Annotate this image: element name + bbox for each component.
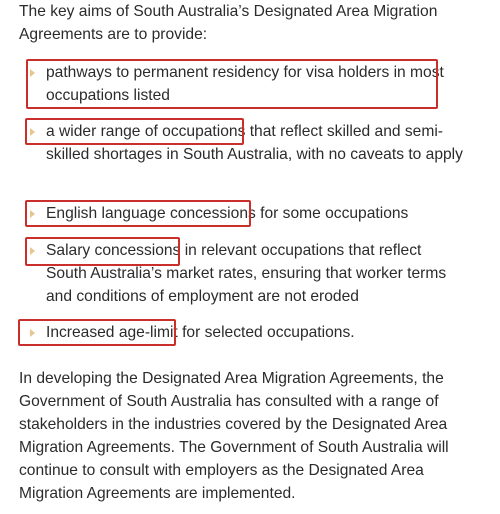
list-item-text xyxy=(46,61,466,107)
triangle-bullet-icon xyxy=(30,210,35,218)
triangle-bullet-icon xyxy=(30,69,35,77)
highlighted-phrase: a wider range of occupations xyxy=(46,123,246,140)
list-item-text xyxy=(46,321,466,344)
list-item-rest: in relevant occupations that reflect South Australia’s market rates, ensuring that worker terms and conditions of employment are not eroded xyxy=(46,242,447,305)
triangle-bullet-icon xyxy=(30,247,35,255)
highlighted-phrase: English language concessions xyxy=(46,205,256,222)
closing-paragraph: In developing the Designated Area Migration Agreements, the Government of South Australia has consulted with a range of stakeholders in the industries covered by the Designated Area Migration Agreements. The Government of South Australia will continue to consult with employers as the Designated Area Migration Agreements are implemented. xyxy=(19,370,449,502)
triangle-bullet-icon xyxy=(30,128,35,136)
list-item-rest: for some occupations xyxy=(255,205,409,222)
list-item-text xyxy=(46,202,466,225)
list-item-rest: for selected occupations. xyxy=(177,324,355,341)
list-item-text xyxy=(46,239,466,308)
list-item-rest: that reflect skilled and semi-skilled shortages in South Australia, with no caveats to apply xyxy=(46,123,463,163)
triangle-bullet-icon xyxy=(30,329,35,337)
highlighted-phrase: Increased age-limit xyxy=(46,324,178,341)
intro-paragraph: The key aims of South Australia’s Designated Area Migration Agreements are to provide: xyxy=(19,3,438,43)
highlighted-phrase: pathways to permanent residency for visa holders in most occupations listed xyxy=(46,64,444,104)
list-item-text xyxy=(46,120,466,166)
highlighted-phrase: Salary concessions xyxy=(46,242,181,259)
